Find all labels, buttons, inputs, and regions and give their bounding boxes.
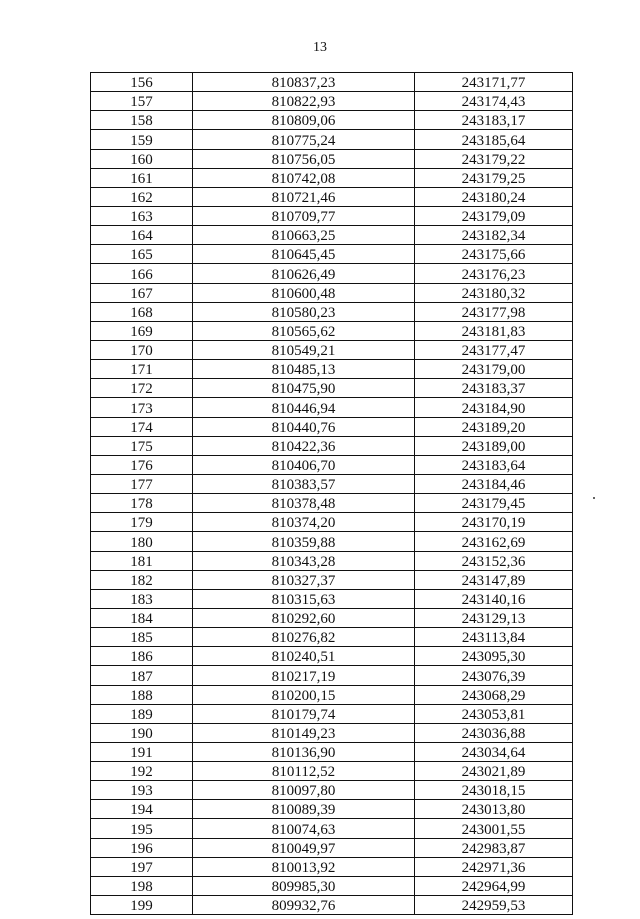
y-coordinate-cell: 243013,80 [415, 800, 573, 819]
x-coordinate-cell: 810327,37 [193, 570, 415, 589]
y-coordinate-cell: 243184,46 [415, 474, 573, 493]
table-row [91, 149, 573, 168]
coordinates-table-body [91, 73, 573, 915]
x-coordinate-cell: 810600,48 [193, 283, 415, 302]
point-number-cell: 188 [91, 685, 193, 704]
y-coordinate-cell: 243181,83 [415, 321, 573, 340]
x-coordinate-cell: 809932,76 [193, 896, 415, 915]
point-number-cell: 163 [91, 206, 193, 225]
y-coordinate-cell: 243189,20 [415, 417, 573, 436]
point-number-cell: 165 [91, 245, 193, 264]
table-row [91, 494, 573, 513]
table-row [91, 742, 573, 761]
x-coordinate-cell: 810822,93 [193, 92, 415, 111]
table-row [91, 321, 573, 340]
y-coordinate-cell: 242959,53 [415, 896, 573, 915]
table-row [91, 168, 573, 187]
table-row [91, 628, 573, 647]
point-number-cell: 187 [91, 666, 193, 685]
y-coordinate-cell: 243152,36 [415, 551, 573, 570]
x-coordinate-cell: 810359,88 [193, 532, 415, 551]
table-row [91, 283, 573, 302]
x-coordinate-cell: 810089,39 [193, 800, 415, 819]
x-coordinate-cell: 810383,57 [193, 474, 415, 493]
scan-speck [593, 497, 595, 499]
y-coordinate-cell: 243184,90 [415, 398, 573, 417]
y-coordinate-cell: 243034,64 [415, 742, 573, 761]
point-number-cell: 173 [91, 398, 193, 417]
x-coordinate-cell: 810136,90 [193, 742, 415, 761]
y-coordinate-cell: 243001,55 [415, 819, 573, 838]
point-number-cell: 190 [91, 723, 193, 742]
page-number: 13 [313, 40, 327, 55]
table-row [91, 532, 573, 551]
table-row [91, 111, 573, 130]
point-number-cell: 197 [91, 857, 193, 876]
y-coordinate-cell: 243185,64 [415, 130, 573, 149]
table-row [91, 226, 573, 245]
table-row [91, 570, 573, 589]
x-coordinate-cell: 810240,51 [193, 647, 415, 666]
x-coordinate-cell: 810343,28 [193, 551, 415, 570]
table-row [91, 474, 573, 493]
x-coordinate-cell: 810446,94 [193, 398, 415, 417]
point-number-cell: 199 [91, 896, 193, 915]
y-coordinate-cell: 243183,37 [415, 379, 573, 398]
x-coordinate-cell: 810837,23 [193, 73, 415, 92]
point-number-cell: 167 [91, 283, 193, 302]
x-coordinate-cell: 810580,23 [193, 302, 415, 321]
x-coordinate-cell: 810645,45 [193, 245, 415, 264]
y-coordinate-cell: 243179,09 [415, 206, 573, 225]
y-coordinate-cell: 243180,24 [415, 187, 573, 206]
point-number-cell: 156 [91, 73, 193, 92]
table-row [91, 551, 573, 570]
table-row [91, 302, 573, 321]
y-coordinate-cell: 243171,77 [415, 73, 573, 92]
y-coordinate-cell: 243021,89 [415, 762, 573, 781]
table-row [91, 360, 573, 379]
point-number-cell: 179 [91, 513, 193, 532]
table-row [91, 436, 573, 455]
point-number-cell: 178 [91, 494, 193, 513]
point-number-cell: 170 [91, 340, 193, 359]
point-number-cell: 183 [91, 589, 193, 608]
x-coordinate-cell: 810721,46 [193, 187, 415, 206]
x-coordinate-cell: 810292,60 [193, 608, 415, 627]
x-coordinate-cell: 810742,08 [193, 168, 415, 187]
table-row [91, 800, 573, 819]
point-number-cell: 157 [91, 92, 193, 111]
y-coordinate-cell: 243076,39 [415, 666, 573, 685]
point-number-cell: 180 [91, 532, 193, 551]
point-number-cell: 196 [91, 838, 193, 857]
y-coordinate-cell: 243175,66 [415, 245, 573, 264]
y-coordinate-cell: 243179,45 [415, 494, 573, 513]
point-number-cell: 169 [91, 321, 193, 340]
table-row [91, 838, 573, 857]
y-coordinate-cell: 243182,34 [415, 226, 573, 245]
y-coordinate-cell: 243140,16 [415, 589, 573, 608]
point-number-cell: 191 [91, 742, 193, 761]
table-row [91, 857, 573, 876]
table-row [91, 245, 573, 264]
y-coordinate-cell: 243018,15 [415, 781, 573, 800]
x-coordinate-cell: 810485,13 [193, 360, 415, 379]
point-number-cell: 174 [91, 417, 193, 436]
x-coordinate-cell: 810097,80 [193, 781, 415, 800]
y-coordinate-cell: 243129,13 [415, 608, 573, 627]
x-coordinate-cell: 810422,36 [193, 436, 415, 455]
x-coordinate-cell: 810565,62 [193, 321, 415, 340]
y-coordinate-cell: 243170,19 [415, 513, 573, 532]
y-coordinate-cell: 243053,81 [415, 704, 573, 723]
x-coordinate-cell: 810049,97 [193, 838, 415, 857]
y-coordinate-cell: 243177,47 [415, 340, 573, 359]
point-number-cell: 193 [91, 781, 193, 800]
point-number-cell: 166 [91, 264, 193, 283]
table-row [91, 589, 573, 608]
coordinates-table [90, 72, 573, 915]
point-number-cell: 161 [91, 168, 193, 187]
x-coordinate-cell: 810112,52 [193, 762, 415, 781]
table-row [91, 206, 573, 225]
table-row [91, 685, 573, 704]
y-coordinate-cell: 242964,99 [415, 876, 573, 895]
point-number-cell: 186 [91, 647, 193, 666]
table-row [91, 666, 573, 685]
x-coordinate-cell: 810013,92 [193, 857, 415, 876]
table-row [91, 781, 573, 800]
table-row [91, 896, 573, 915]
table-row [91, 398, 573, 417]
point-number-cell: 171 [91, 360, 193, 379]
point-number-cell: 195 [91, 819, 193, 838]
point-number-cell: 192 [91, 762, 193, 781]
y-coordinate-cell: 243174,43 [415, 92, 573, 111]
point-number-cell: 177 [91, 474, 193, 493]
table-row [91, 264, 573, 283]
x-coordinate-cell: 810709,77 [193, 206, 415, 225]
table-row [91, 876, 573, 895]
y-coordinate-cell: 243162,69 [415, 532, 573, 551]
y-coordinate-cell: 243036,88 [415, 723, 573, 742]
point-number-cell: 182 [91, 570, 193, 589]
y-coordinate-cell: 243183,64 [415, 455, 573, 474]
y-coordinate-cell: 243113,84 [415, 628, 573, 647]
y-coordinate-cell: 243179,00 [415, 360, 573, 379]
x-coordinate-cell: 810276,82 [193, 628, 415, 647]
y-coordinate-cell: 243176,23 [415, 264, 573, 283]
y-coordinate-cell: 243095,30 [415, 647, 573, 666]
x-coordinate-cell: 810475,90 [193, 379, 415, 398]
y-coordinate-cell: 242971,36 [415, 857, 573, 876]
x-coordinate-cell: 810179,74 [193, 704, 415, 723]
table-row [91, 723, 573, 742]
x-coordinate-cell: 810549,21 [193, 340, 415, 359]
point-number-cell: 159 [91, 130, 193, 149]
table-row [91, 340, 573, 359]
table-row [91, 819, 573, 838]
x-coordinate-cell: 809985,30 [193, 876, 415, 895]
table-row [91, 513, 573, 532]
point-number-cell: 164 [91, 226, 193, 245]
x-coordinate-cell: 810809,06 [193, 111, 415, 130]
y-coordinate-cell: 242983,87 [415, 838, 573, 857]
point-number-cell: 176 [91, 455, 193, 474]
x-coordinate-cell: 810315,63 [193, 589, 415, 608]
x-coordinate-cell: 810378,48 [193, 494, 415, 513]
table-row [91, 417, 573, 436]
y-coordinate-cell: 243147,89 [415, 570, 573, 589]
x-coordinate-cell: 810626,49 [193, 264, 415, 283]
point-number-cell: 160 [91, 149, 193, 168]
table-row [91, 379, 573, 398]
point-number-cell: 198 [91, 876, 193, 895]
x-coordinate-cell: 810406,70 [193, 455, 415, 474]
point-number-cell: 162 [91, 187, 193, 206]
y-coordinate-cell: 243189,00 [415, 436, 573, 455]
point-number-cell: 158 [91, 111, 193, 130]
x-coordinate-cell: 810756,05 [193, 149, 415, 168]
table-row [91, 130, 573, 149]
point-number-cell: 172 [91, 379, 193, 398]
y-coordinate-cell: 243180,32 [415, 283, 573, 302]
y-coordinate-cell: 243179,22 [415, 149, 573, 168]
point-number-cell: 181 [91, 551, 193, 570]
table-row [91, 455, 573, 474]
x-coordinate-cell: 810200,15 [193, 685, 415, 704]
x-coordinate-cell: 810074,63 [193, 819, 415, 838]
x-coordinate-cell: 810217,19 [193, 666, 415, 685]
table-row [91, 704, 573, 723]
x-coordinate-cell: 810374,20 [193, 513, 415, 532]
point-number-cell: 189 [91, 704, 193, 723]
x-coordinate-cell: 810440,76 [193, 417, 415, 436]
point-number-cell: 194 [91, 800, 193, 819]
y-coordinate-cell: 243068,29 [415, 685, 573, 704]
table-row [91, 73, 573, 92]
x-coordinate-cell: 810149,23 [193, 723, 415, 742]
y-coordinate-cell: 243183,17 [415, 111, 573, 130]
x-coordinate-cell: 810775,24 [193, 130, 415, 149]
table-row [91, 92, 573, 111]
y-coordinate-cell: 243179,25 [415, 168, 573, 187]
table-row [91, 187, 573, 206]
table-row [91, 762, 573, 781]
point-number-cell: 184 [91, 608, 193, 627]
point-number-cell: 185 [91, 628, 193, 647]
x-coordinate-cell: 810663,25 [193, 226, 415, 245]
point-number-cell: 168 [91, 302, 193, 321]
table-row [91, 608, 573, 627]
point-number-cell: 175 [91, 436, 193, 455]
y-coordinate-cell: 243177,98 [415, 302, 573, 321]
table-row [91, 647, 573, 666]
